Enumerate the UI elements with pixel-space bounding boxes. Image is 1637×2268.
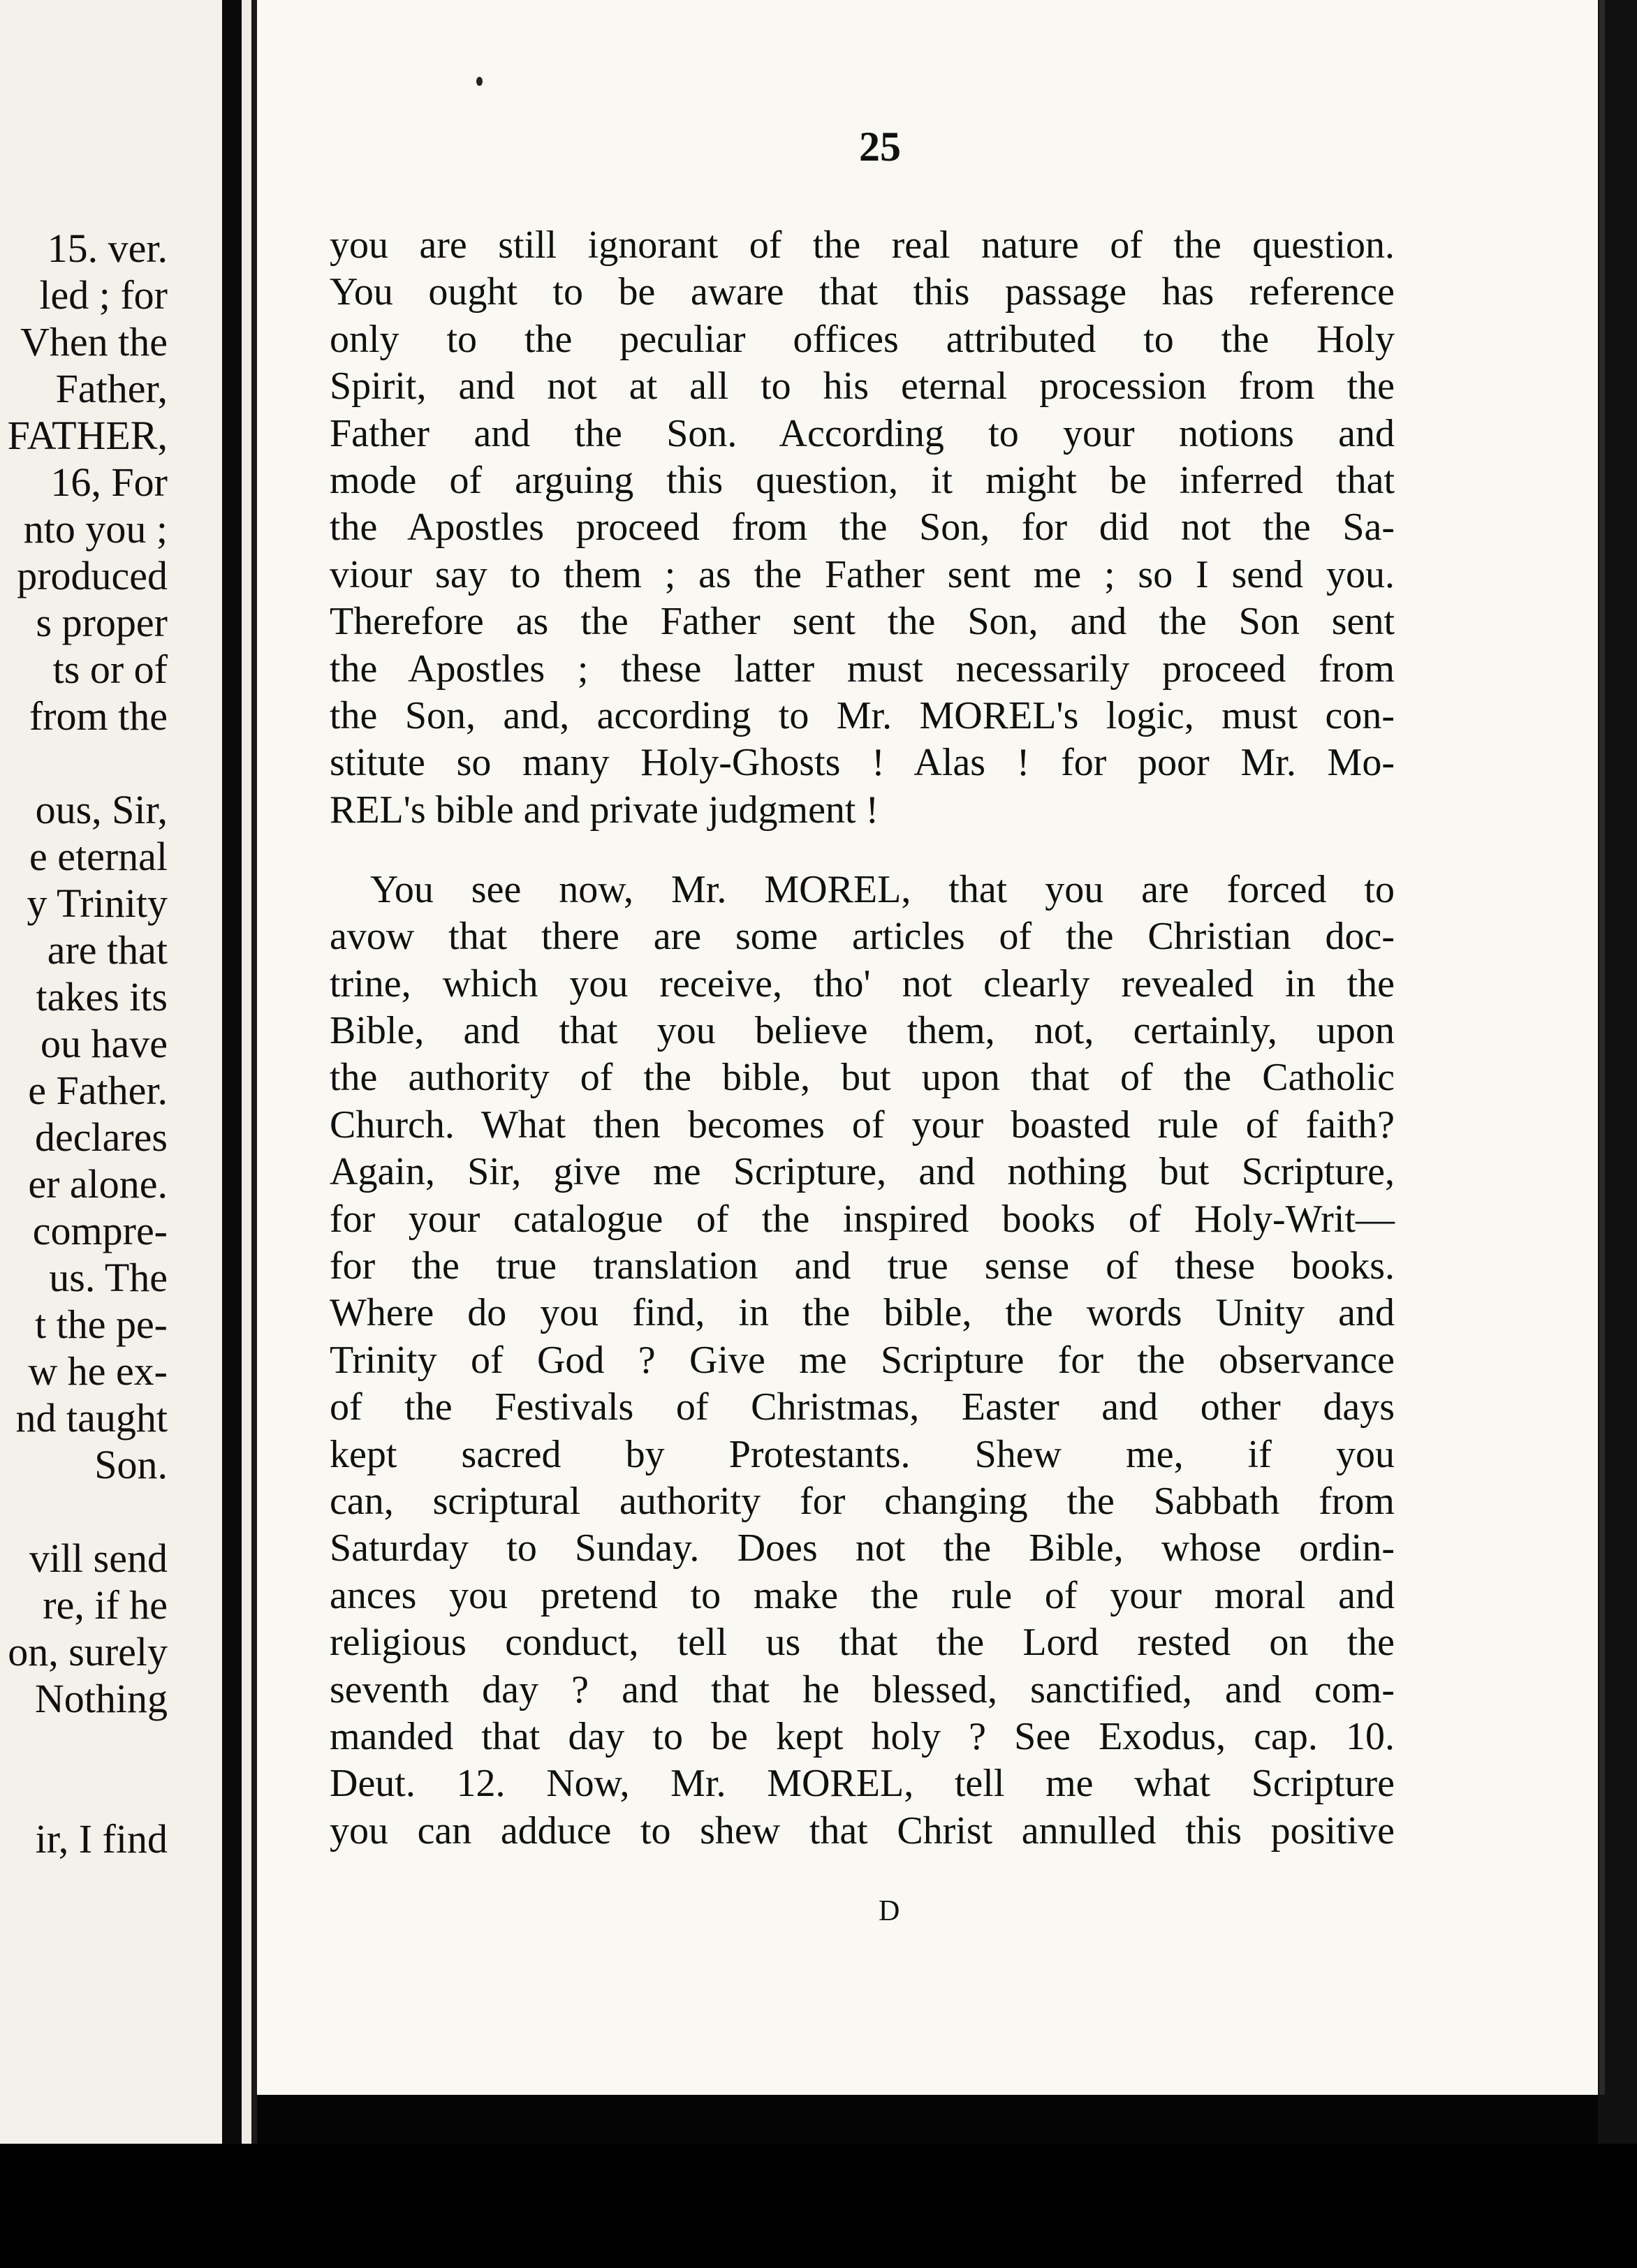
ink-speck [476, 77, 483, 86]
text-line: seventh day ? and that he blessed, sanctified, and com- [330, 1668, 1395, 1711]
left-page-line: ts or of [52, 647, 168, 692]
text-line: for your catalogue of the inspired books of Holy-Writ— [330, 1198, 1395, 1241]
text-line: you can adduce to shew that Christ annulled this positive [330, 1809, 1395, 1853]
text-line: the Son, and, according to Mr. MOREL's logic, must con- [330, 694, 1395, 737]
right-page-edge-shadow [1599, 0, 1605, 2095]
text-line: Again, Sir, give me Scripture, and nothing but Scripture, [330, 1150, 1395, 1193]
text-line: can, scriptural authority for changing the Sabbath from [330, 1480, 1395, 1523]
text-line: trine, which you receive, tho' not clearly revealed in the [330, 962, 1395, 1006]
left-page-line: ous, Sir, [35, 787, 168, 832]
text-line: Spirit, and not at all to his eternal procession from the [330, 364, 1395, 408]
text-line: manded that day to be kept holy ? See Exodus, cap. 10. [330, 1715, 1395, 1758]
left-page-fragment [0, 0, 225, 2144]
text-line: Bible, and that you believe them, not, certainly, upon [330, 1009, 1395, 1052]
gutter-shadow-line [251, 0, 257, 2268]
text-line: Where do you find, in the bible, the words Unity and [330, 1291, 1395, 1334]
left-page-line: e eternal [29, 834, 168, 879]
left-page-line: ou have [41, 1021, 168, 1066]
text-line: for the true translation and true sense of these books. [330, 1244, 1395, 1288]
text-line: You see now, Mr. MOREL, that you are forced to [370, 868, 1395, 911]
left-page-line: s proper [36, 600, 168, 645]
text-line: Trinity of God ? Give me Scripture for the observance [330, 1339, 1395, 1382]
left-page-line: 15. ver. [47, 226, 168, 271]
left-page-line: compre- [32, 1208, 168, 1253]
text-line: You ought to be aware that this passage has reference [330, 270, 1395, 314]
left-page-line: t the pe- [34, 1302, 168, 1347]
text-line: stitute so many Holy-Ghosts ! Alas ! for poor Mr. Mo- [330, 741, 1395, 784]
left-page-line: 16, For [50, 459, 168, 505]
text-line: Father and the Son. According to your notions and [330, 412, 1395, 455]
left-page-line: ir, I find [35, 1816, 168, 1862]
left-page-line: e Father. [28, 1068, 168, 1113]
text-line: of the Festivals of Christmas, Easter and other days [330, 1385, 1395, 1429]
left-page-line: w he ex- [28, 1348, 168, 1394]
gutter-page-edge [242, 0, 251, 2268]
text-line: avow that there are some articles of the Christian doc- [330, 915, 1395, 958]
text-line: the Apostles proceed from the Son, for did not the Sa- [330, 506, 1395, 549]
left-page-line: declares [35, 1114, 168, 1160]
printer-signature-mark: D [879, 1895, 900, 1927]
left-page-line [0, 1488, 225, 1535]
text-line: the Apostles ; these latter must necessarily proceed from [330, 647, 1395, 691]
text-line: only to the peculiar offices attributed to the Holy [330, 318, 1395, 361]
text-line: kept sacred by Protestants. Shew me, if you [330, 1433, 1395, 1476]
left-page-line: re, if he [43, 1582, 168, 1628]
left-page-line: takes its [36, 974, 168, 1019]
text-line: you are still ignorant of the real nature of the question. [330, 223, 1395, 267]
text-line: Church. What then becomes of your boasted rule of faith? [330, 1103, 1395, 1147]
left-page-line: us. The [49, 1255, 168, 1300]
text-line: mode of arguing this question, it might be inferred that [330, 459, 1395, 502]
left-page-line: FATHER, [7, 413, 168, 458]
left-page-line: from the [29, 693, 168, 739]
left-page-line: Son. [94, 1442, 168, 1487]
text-line: Saturday to Sunday. Does not the Bible, whose ordin- [330, 1526, 1395, 1570]
left-page-line [0, 1769, 225, 1816]
left-page-line: er alone. [28, 1161, 168, 1207]
left-page-line: nto you ; [23, 506, 168, 552]
text-line: Deut. 12. Now, Mr. MOREL, tell me what Scripture [330, 1762, 1395, 1805]
left-page-line: Father, [55, 366, 168, 411]
page-number: 25 [859, 124, 901, 170]
text-line: REL's bible and private judgment ! [330, 788, 879, 832]
left-page-line [0, 739, 225, 786]
left-page-line: led ; for [39, 272, 168, 318]
bottom-scan-border [0, 2144, 1637, 2268]
text-line: the authority of the bible, but upon that of the Catholic [330, 1056, 1395, 1099]
text-line: Therefore as the Father sent the Son, and the Son sent [330, 600, 1395, 643]
left-page-line: produced [17, 553, 168, 598]
text-line: viour say to them ; as the Father sent me ; so I send you. [330, 553, 1395, 596]
left-page-line: nd taught [15, 1395, 168, 1441]
left-page-line [0, 1722, 225, 1769]
text-line: religious conduct, tell us that the Lord rested on the [330, 1621, 1395, 1664]
left-page-line: on, surely [8, 1629, 168, 1674]
left-page-line: Vhen the [20, 319, 168, 364]
left-page-line: vill send [29, 1536, 168, 1581]
text-line: ances you pretend to make the rule of your moral and [330, 1574, 1395, 1617]
left-page-line: are that [47, 927, 168, 973]
book-gutter [222, 0, 242, 2268]
left-page-line: y Trinity [27, 881, 168, 926]
left-page-line: Nothing [34, 1676, 168, 1721]
